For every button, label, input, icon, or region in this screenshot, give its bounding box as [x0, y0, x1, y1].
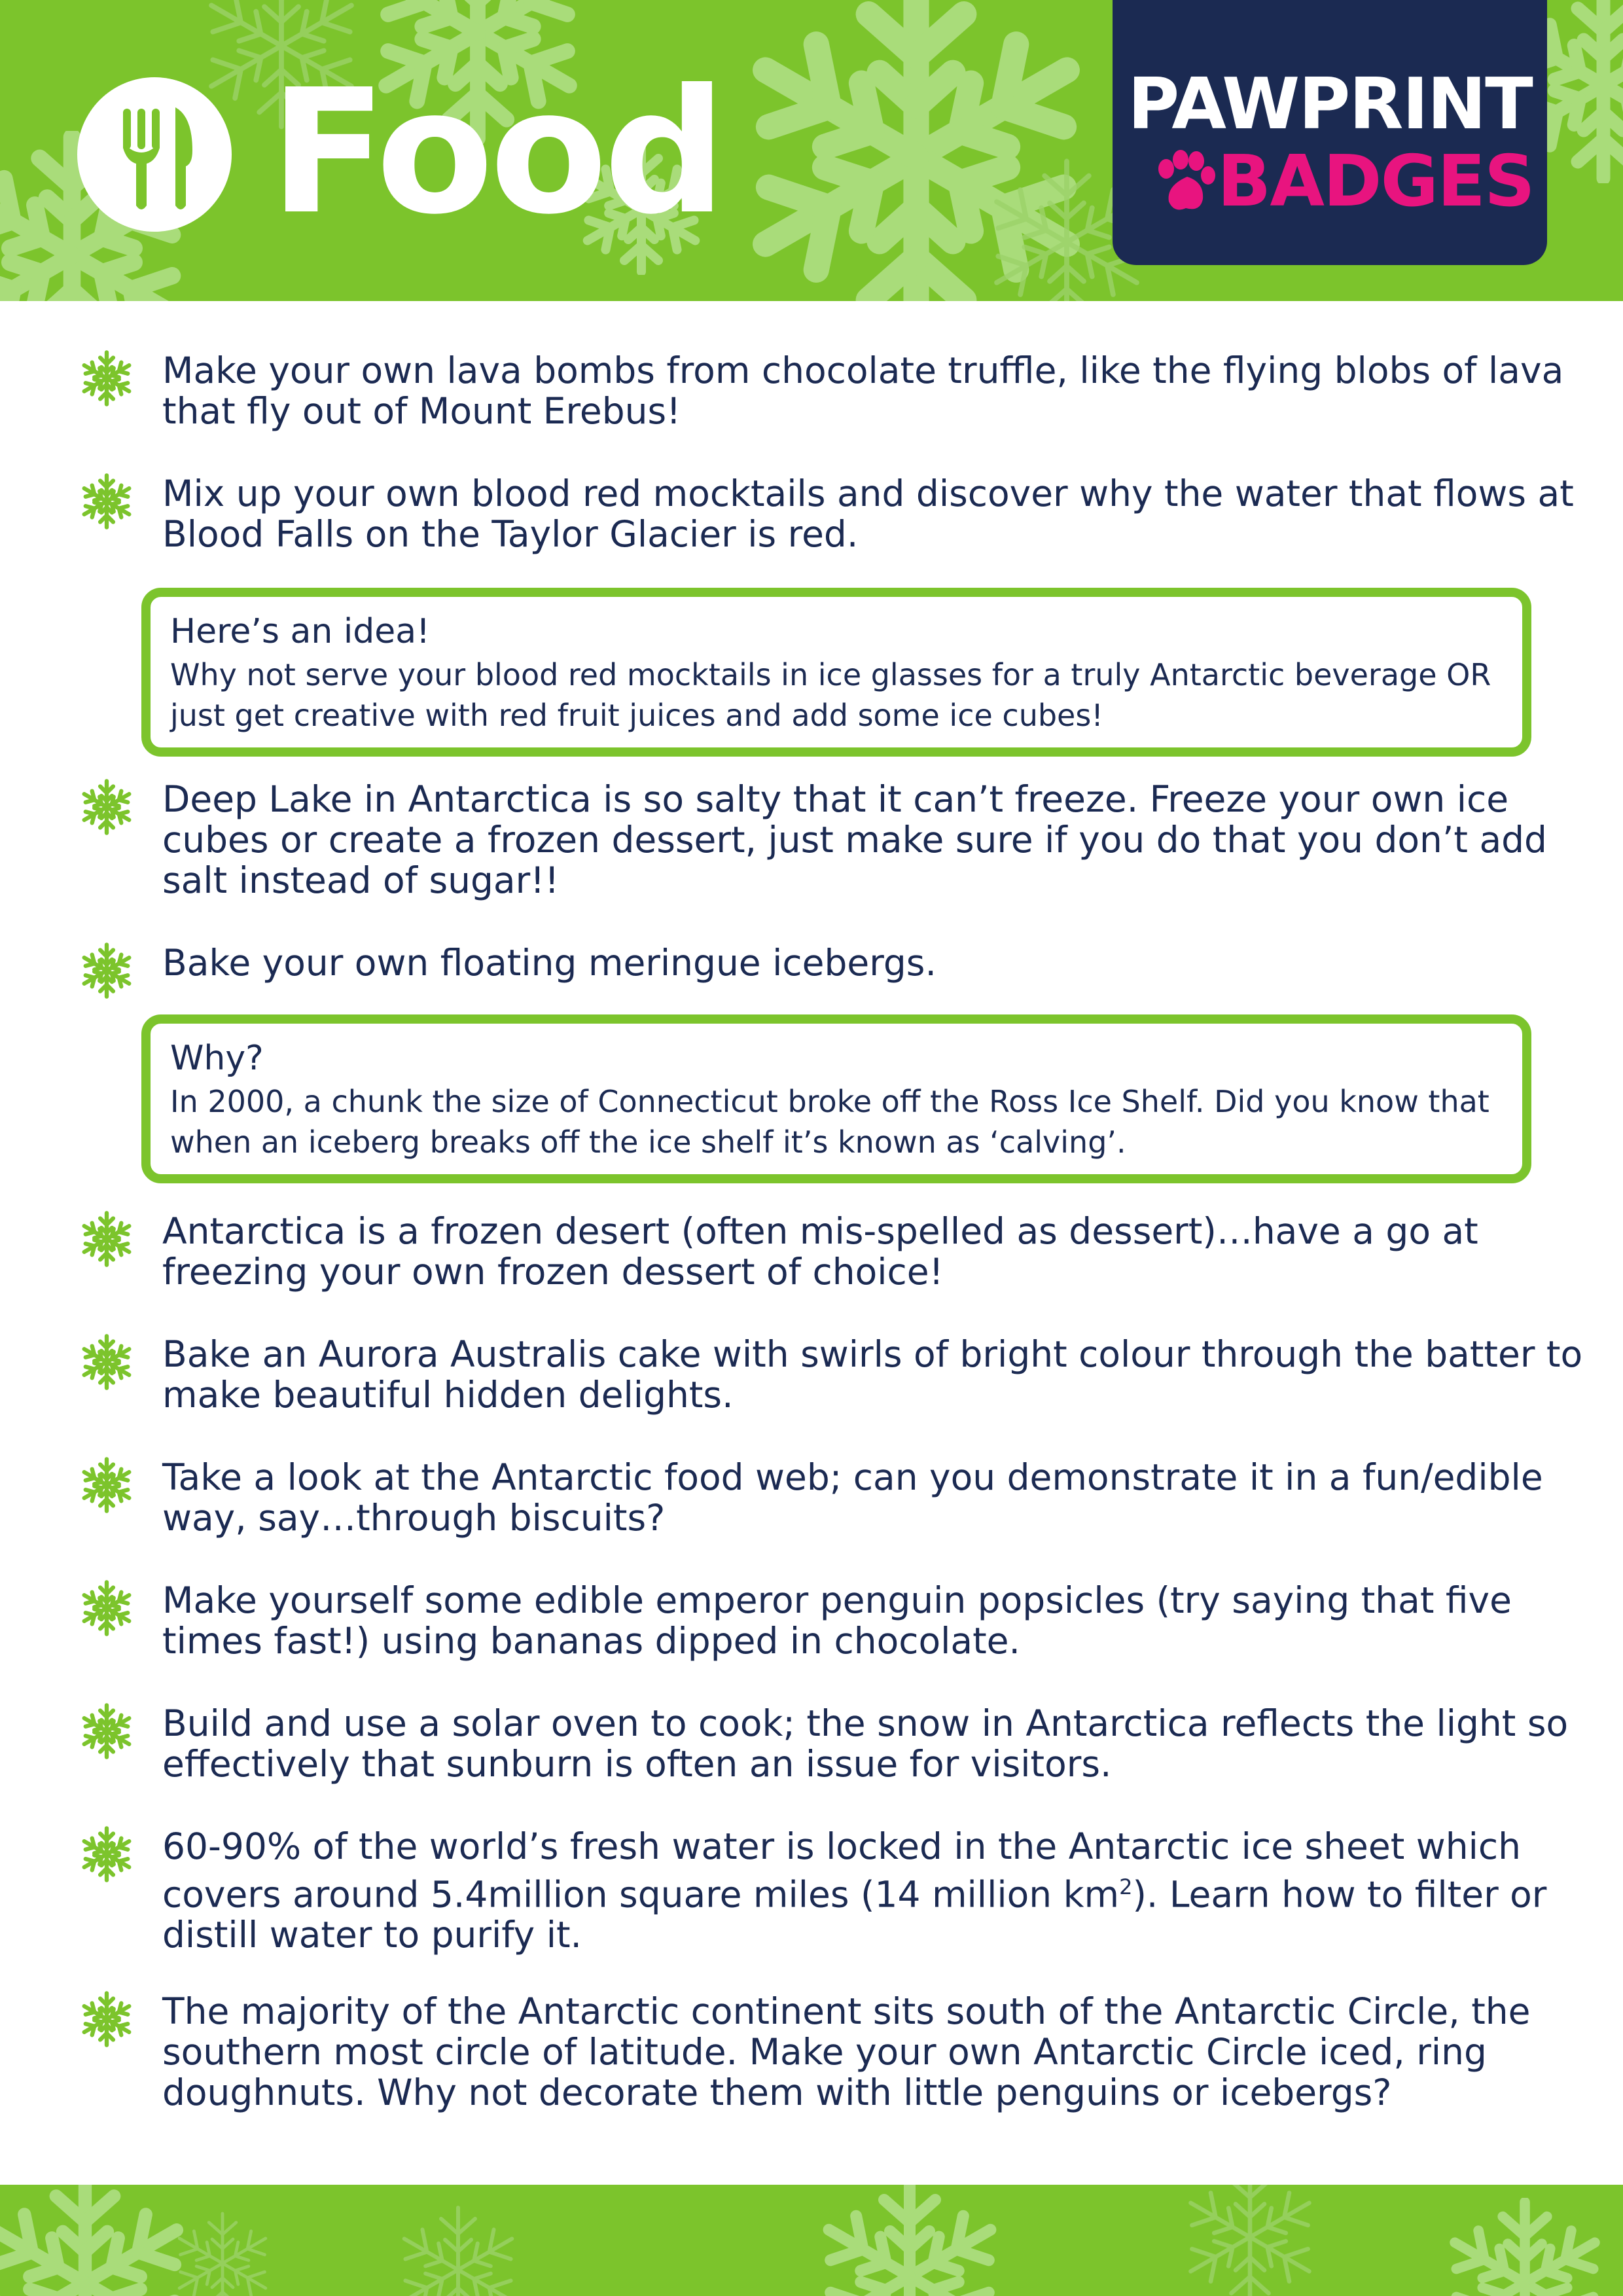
- callout-heading: Why?: [170, 1039, 264, 1078]
- footer-banner: [0, 2185, 1623, 2296]
- pawprint-badges-logo: [1113, 0, 1547, 265]
- snowflake-icon: [77, 1825, 136, 1884]
- idea-callout-box: [141, 588, 1531, 757]
- paw-icon: [1152, 149, 1217, 215]
- snowflake-icon: [77, 472, 136, 531]
- list-item-text: Deep Lake in Antarctica is so salty that it can’t freeze. Freeze your own ice cubes or create a frozen dessert, just make sure if you do that you don’t add salt instead of sugar!!: [162, 778, 1547, 901]
- snowflake-pattern-icon: [0, 2185, 1623, 2296]
- list-item-text: The majority of the Antarctic continent sits south of the Antarctic Circle, the southern most circle of latitude. Make your own Antarctic Circle iced, ring doughnuts. Why not decorate them with little penguins or icebergs?: [162, 1990, 1531, 2113]
- snowflake-icon: [77, 1333, 136, 1391]
- logo-text-pawprint: PAWPRINT: [1128, 63, 1532, 145]
- snowflake-icon: [77, 778, 136, 836]
- header-banner: [0, 0, 1623, 301]
- list-item-text: Make your own lava bombs from chocolate truffle, like the flying blobs of lava that fly out of Mount Erebus!: [162, 350, 1564, 432]
- callout-body: Why not serve your blood red mocktails in ice glasses for a truly Antarctic beverage OR just get creative with red fruit juices and add some ice cubes!: [170, 657, 1491, 733]
- snowflake-icon: [77, 1456, 136, 1515]
- fork-knife-icon: [77, 77, 232, 232]
- snowflake-icon: [77, 349, 136, 408]
- snowflake-icon: [77, 1990, 136, 2049]
- page-title: Food: [270, 52, 722, 252]
- list-item-text-part: 60-90% of the world’s fresh water is locked in the Antarctic ice sheet which covers around 5.4million square miles (14 million km: [162, 1825, 1521, 1916]
- snowflake-icon: [77, 941, 136, 1000]
- list-item-text: Make yourself some edible emperor penguin popsicles (try saying that five times fast!) using bananas dipped in chocolate.: [162, 1579, 1512, 1662]
- callout-body: In 2000, a chunk the size of Connecticut broke off the Ross Ice Shelf. Did you know that when an iceberg breaks off the ice shelf it’s known as ‘calving’.: [170, 1084, 1489, 1160]
- list-item-text: Bake your own floating meringue icebergs.: [162, 942, 936, 984]
- callout-heading: Here’s an idea!: [170, 612, 430, 651]
- superscript-two: 2: [1119, 1874, 1133, 1899]
- list-item-text: Build and use a solar oven to cook; the snow in Antarctica reflects the light so effectively that sunburn is often an issue for visitors.: [162, 1702, 1569, 1785]
- why-callout-box: [141, 1014, 1531, 1183]
- list-item-text-part: ). Learn how to filter or distill water to purify it.: [162, 1873, 1547, 1956]
- snowflake-icon: [77, 1702, 136, 1761]
- snowflake-icon: [77, 1210, 136, 1268]
- snowflake-icon: [77, 1579, 136, 1638]
- list-item-text: Take a look at the Antarctic food web; can you demonstrate it in a fun/edible way, say…through biscuits?: [162, 1456, 1543, 1539]
- list-item-text: Antarctica is a frozen desert (often mis-spelled as dessert)…have a go at freezing your own frozen dessert of choice!: [162, 1210, 1478, 1293]
- list-item-text: Bake an Aurora Australis cake with swirls of bright colour through the batter to make beautiful hidden delights.: [162, 1333, 1583, 1416]
- list-item-text: Mix up your own blood red mocktails and discover why the water that flows at Blood Falls on the Taylor Glacier is red.: [162, 473, 1574, 555]
- logo-text-badges: BADGES: [1217, 141, 1534, 223]
- list-item-text: [162, 1826, 1609, 1955]
